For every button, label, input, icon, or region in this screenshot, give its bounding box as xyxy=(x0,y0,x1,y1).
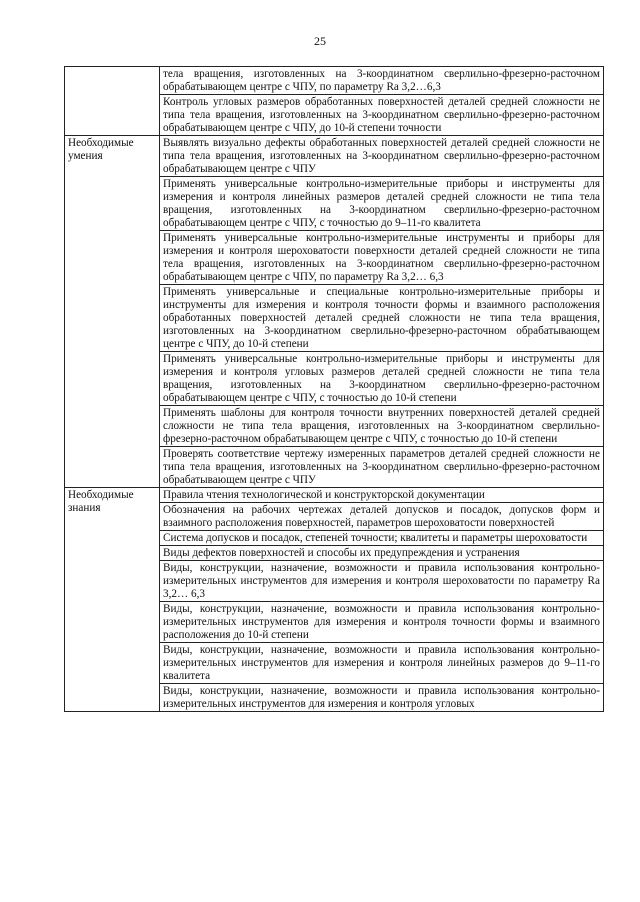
table-cell xyxy=(160,406,604,447)
row-label: Необходимые знания xyxy=(68,489,134,514)
cell-text: Контроль угловых размеров обработанных поверхностей деталей средней сложности не типа тела вращения, изготовленных на 3-координатном сверлильно-фрезерно-расточном обрабатывающем центре с ЧПУ, до 10-й степени точности xyxy=(163,96,600,134)
cell-text: Применять универсальные контрольно-измерительные приборы и инструменты для измерения и контроля угловых размеров деталей средней сложности не типа тела вращения, изготовленных на 3-координатном сверлильно-фрезерно-расточном обрабатывающем центре с ЧПУ, с точностью до 10-й степени xyxy=(163,353,600,404)
table-cell xyxy=(160,95,604,136)
table-row xyxy=(65,488,604,503)
table-row xyxy=(65,136,604,177)
cell-text: Обозначения на рабочих чертежах деталей допусков и посадок, допусков форм и взаимного расположения поверхностей, параметров шероховатости поверхностей xyxy=(163,504,600,529)
requirements-table xyxy=(64,66,604,712)
table-cell xyxy=(160,177,604,231)
cell-text: Правила чтения технологической и конструкторской документации xyxy=(163,489,485,501)
cell-text: Система допусков и посадок, степеней точности; квалитеты и параметры шероховатости xyxy=(163,532,588,544)
table-cell xyxy=(160,352,604,406)
cell-text: тела вращения, изготовленных на 3-координатном сверлильно-фрезерно-расточном обрабатывающем центре с ЧПУ, по параметру Ra 3,2…6,3 xyxy=(163,68,600,93)
cell-text: Виды, конструкции, назначение, возможности и правила использования контрольно-измерительных инструментов для измерения и контроля шероховатости по параметру Ra 3,2… 6,3 xyxy=(163,562,600,600)
cell-text: Применять шаблоны для контроля точности внутренних поверхностей деталей средней сложности не типа тела вращения, изготовленных на 3-координатном сверлильно-фрезерно-расточном обрабатывающем центре с ЧПУ, с точностью до 10-й степени xyxy=(163,407,600,445)
table-cell xyxy=(160,67,604,95)
table-cell xyxy=(160,602,604,643)
cell-text: Виды дефектов поверхностей и способы их предупреждения и устранения xyxy=(163,547,520,559)
row-label-cell xyxy=(65,488,160,712)
table-cell xyxy=(160,546,604,561)
page-number: 25 xyxy=(314,34,326,48)
table-cell xyxy=(160,503,604,531)
table-cell xyxy=(160,531,604,546)
table-cell xyxy=(160,488,604,503)
row-label-cell xyxy=(65,136,160,488)
table-cell xyxy=(160,285,604,352)
cell-text: Применять универсальные контрольно-измерительные приборы и инструменты для измерения и контроля линейных размеров деталей средней сложности не типа тела вращения, изготовленных на 3-координатном сверлильно-фрезерно-расточном обрабатывающем центре с ЧПУ, с точностью до 9–11-го квалитета xyxy=(163,178,600,229)
table-row xyxy=(65,67,604,95)
cell-text: Виды, конструкции, назначение, возможности и правила использования контрольно-измерительных инструментов для измерения и контроля линейных размеров до 9–11-го квалитета xyxy=(163,644,600,682)
table-cell xyxy=(160,684,604,712)
table-cell xyxy=(160,447,604,488)
cell-text: Выявлять визуально дефекты обработанных поверхностей деталей средней сложности не типа тела вращения, изготовленных на 3-координатном сверлильно-фрезерно-расточном обрабатывающем центре с ЧПУ xyxy=(163,137,600,175)
table-cell xyxy=(160,561,604,602)
cell-text: Проверять соответствие чертежу измеренных параметров деталей средней сложности не типа тела вращения, изготовленных на 3-координатном сверлильно-фрезерно-расточном обрабатывающем центре с ЧПУ xyxy=(163,448,600,486)
cell-text: Применять универсальные контрольно-измерительные инструменты и приборы для измерения и контроля шероховатости поверхности деталей средней сложности не типа тела вращения, изготовленных на 3-координатном сверлильно-фрезерно-расточном обрабатывающем центре с ЧПУ, по параметру Ra 3,2… 6,3 xyxy=(163,232,600,283)
cell-text: Виды, конструкции, назначение, возможности и правила использования контрольно-измерительных инструментов для измерения и контроля угловых xyxy=(163,685,600,710)
cell-text: Виды, конструкции, назначение, возможности и правила использования контрольно-измерительных инструментов для измерения и контроля точности формы и взаимного расположения до 10-й степени xyxy=(163,603,600,641)
cell-text: Применять универсальные и специальные контрольно-измерительные приборы и инструменты для измерения и контроля точности формы и взаимного расположения обработанных поверхностей деталей средней сложности не типа тела вращения, изготовленных на 3-координатном сверлильно-фрезерно-расточном обрабатывающем центре с ЧПУ, до 10-й степени xyxy=(163,286,600,350)
row-label: Необходимые умения xyxy=(68,137,134,162)
table-cell xyxy=(160,136,604,177)
row-label-cell xyxy=(65,67,160,136)
table-cell xyxy=(160,643,604,684)
table-cell xyxy=(160,231,604,285)
